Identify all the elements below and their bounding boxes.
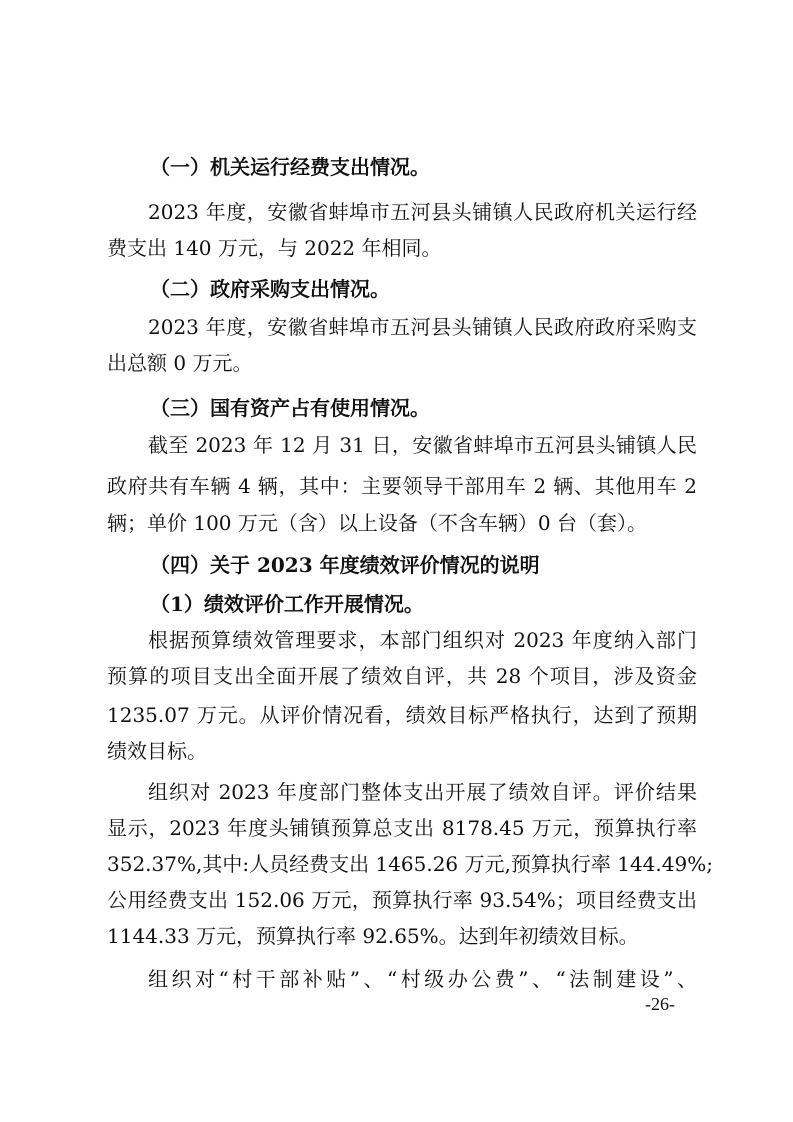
paragraph-line: 组织对“村干部补贴”、“村级办公费”、“法制建设”、 [148, 967, 697, 991]
page-number: -26- [645, 994, 675, 1014]
paragraph-line: 352.37%,其中:人员经费支出 1465.26 万元,预算执行率 144.49%; [107, 852, 713, 876]
paragraph-line: 辆；单价 100 万元（含）以上设备（不含车辆）0 台（套）。 [107, 511, 647, 535]
subsection-heading-1: （1）绩效评价工作开展情况。 [150, 592, 424, 616]
paragraph-line: 根据预算绩效管理要求，本部门组织对 2023 年度纳入部门 [148, 628, 697, 652]
paragraph-line: 预算的项目支出全面开展了绩效自评，共 28 个项目，涉及资金 [107, 664, 697, 688]
section-heading-1: （一）机关运行经费支出情况。 [150, 155, 430, 179]
paragraph-line: 组织对 2023 年度部门整体支出开展了绩效自评。评价结果 [148, 780, 697, 804]
paragraph-line: 2023 年度，安徽省蚌埠市五河县头铺镇人民政府政府采购支 [148, 315, 697, 339]
paragraph-line: 出总额 0 万元。 [107, 351, 253, 375]
paragraph-line: 费支出 140 万元，与 2022 年相同。 [107, 236, 442, 260]
paragraph-line: 1235.07 万元。从评价情况看，绩效目标严格执行，达到了预期 [107, 703, 697, 727]
paragraph-line: 公用经费支出 152.06 万元，预算执行率 93.54%；项目经费支出 [107, 888, 697, 912]
section-heading-2: （二）政府采购支出情况。 [150, 277, 390, 301]
paragraph-line: 绩效目标。 [107, 739, 207, 763]
paragraph-line: 1144.33 万元，预算执行率 92.65%。达到年初绩效目标。 [107, 924, 639, 948]
section-heading-4: （四）关于 2023 年度绩效评价情况的说明 [150, 553, 540, 577]
paragraph-line: 截至 2023 年 12 月 31 日，安徽省蚌埠市五河县头铺镇人民 [148, 433, 697, 457]
paragraph-line: 显示，2023 年度头铺镇预算总支出 8178.45 万元，预算执行率 [107, 816, 697, 840]
paragraph-line: 政府共有车辆 4 辆，其中：主要领导干部用车 2 辆、其他用车 2 [107, 474, 697, 498]
section-heading-3: （三）国有资产占有使用情况。 [150, 396, 430, 420]
paragraph-line: 2023 年度，安徽省蚌埠市五河县头铺镇人民政府机关运行经 [148, 200, 697, 224]
